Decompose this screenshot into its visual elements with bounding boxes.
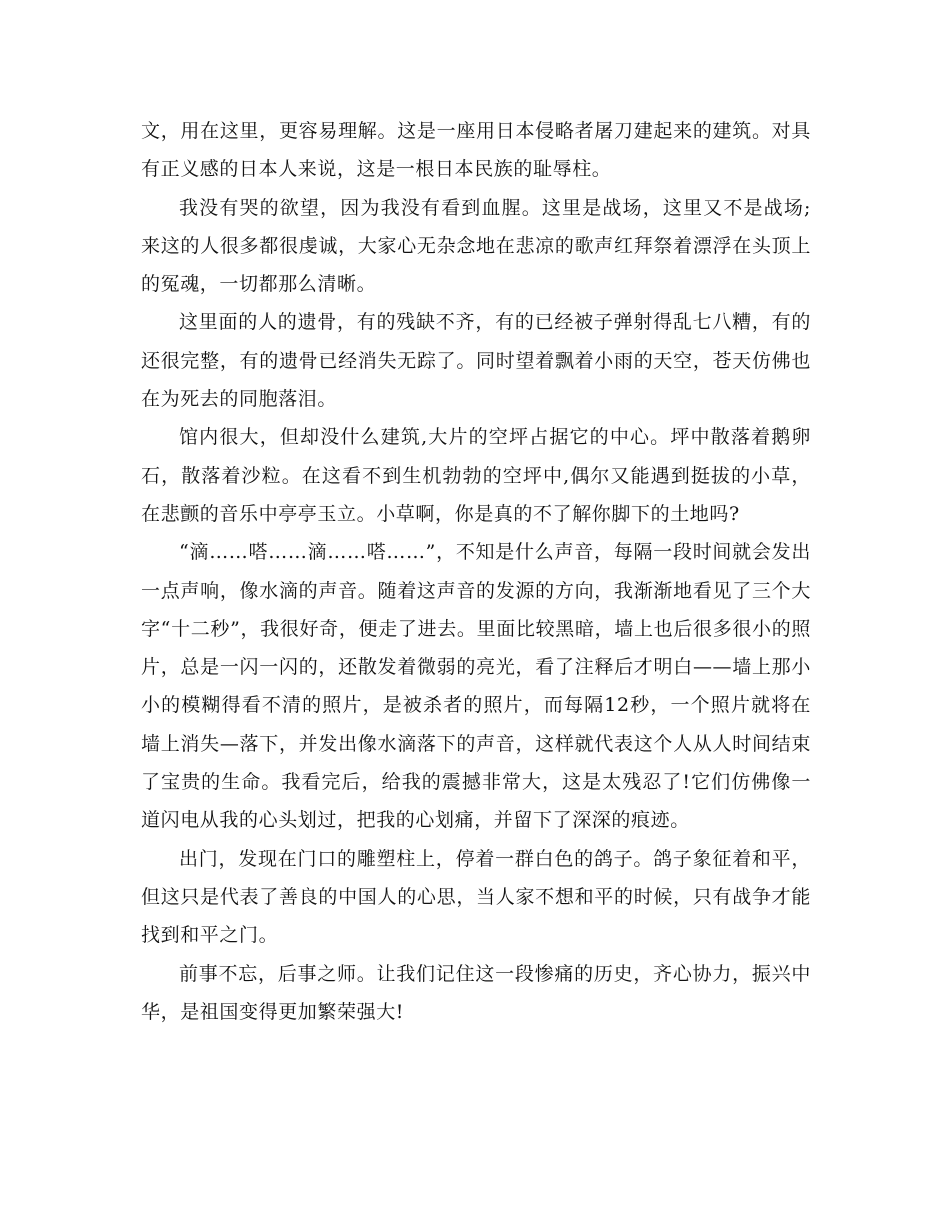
paragraph-7: 前事不忘，后事之师。让我们记住这一段惨痛的历史，齐心协力，振兴中华，是祖国变得更加繁荣强大! <box>141 962 811 1023</box>
paragraph-3: 这里面的人的遗骨，有的残缺不齐，有的已经被子弹射得乱七八糟，有的还很完整，有的遗骨已经消失无踪了。同时望着飘着小雨的天空，苍天仿佛也在为死去的同胞落泪。 <box>141 311 811 411</box>
paragraph-4: 馆内很大，但却没什么建筑,大片的空坪占据它的中心。坪中散落着鹅卵石，散落着沙粒。在这看不到生机勃勃的空坪中,偶尔又能遇到挺拔的小草，在悲颤的音乐中亭亭玉立。小草啊，你是真的不了解你脚下的土地吗? <box>141 426 811 525</box>
paragraph-6: 出门，发现在门口的雕塑柱上，停着一群白色的鸽子。鸽子象征着和平，但这只是代表了善良的中国人的心思，当人家不想和平的时候，只有战争才能找到和平之门。 <box>141 847 811 947</box>
paragraph-5: “滴……嗒……滴……嗒……”，不知是什么声音，每隔一段时间就会发出一点声响，像水滴的声音。随着这声音的发源的方向，我渐渐地看见了三个大字“十二秒”，我很好奇，便走了进去。里面比较黑暗，墙上也后很多很小的照片，总是一闪一闪的，还散发着微弱的亮光，看了注释后才明白——墙上那小小的模糊得看不清的照片，是被杀者的照片，而每隔12秒，一个照片就将在墙上消失—落下，并发出像水滴落下的声音，这样就代表这个人从人时间结束了宝贵的生命。我看完后，给我的震撼非常大，这是太残忍了!它们仿佛像一道闪电从我的心头划过，把我的心划痛，并留下了深深的痕迹。 <box>141 541 811 832</box>
paragraph-2: 我没有哭的欲望，因为我没有看到血腥。这里是战场，这里又不是战场;来这的人很多都很虔诚，大家心无杂念地在悲凉的歌声红拜祭着漂浮在头顶上的冤魂，一切都那么清晰。 <box>141 196 811 296</box>
document-body <box>141 112 811 1031</box>
paragraph-1: 文，用在这里，更容易理解。这是一座用日本侵略者屠刀建起来的建筑。对具有正义感的日本人来说，这是一根日本民族的耻辱柱。 <box>141 120 811 181</box>
